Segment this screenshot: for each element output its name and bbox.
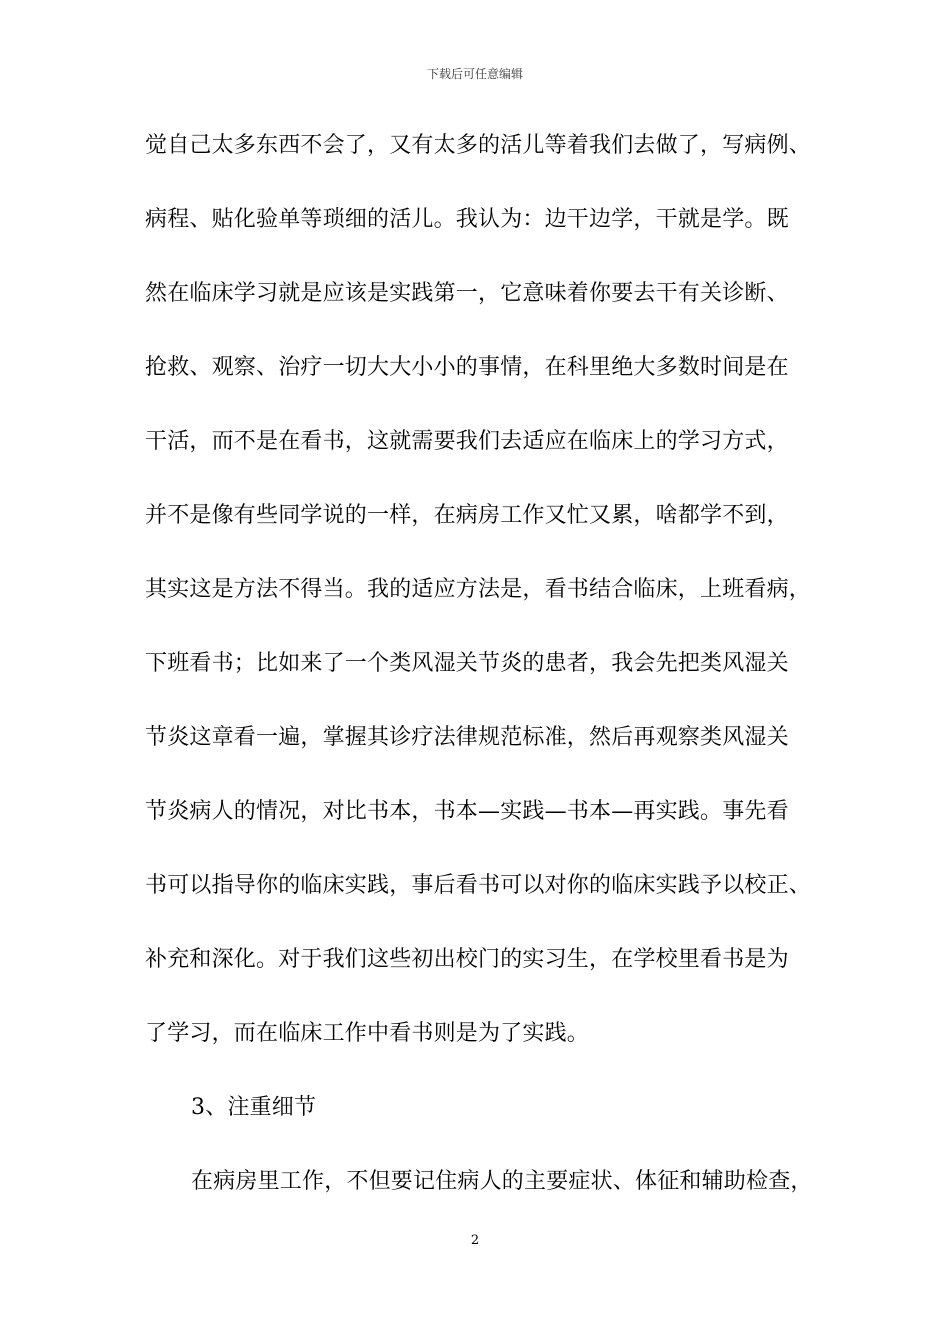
paragraph-line: 节炎病人的情况，对比书本，书本—实践—书本—再实践。事先看	[145, 799, 789, 824]
paragraph-line: 其实这是方法不得当。我的适应方法是，看书结合临床，上班看病，	[145, 577, 812, 602]
paragraph-line: 病程、贴化验单等琐细的活儿。我认为：边干边学，干就是学。既	[145, 207, 789, 232]
paragraph-line: 节炎这章看一遍，掌握其诊疗法律规范标准，然后再观察类风湿关	[145, 725, 789, 750]
paragraph-line: 书可以指导你的临床实践，事后看书可以对你的临床实践予以校正、	[145, 873, 812, 898]
paragraph-line: 并不是像有些同学说的一样，在病房工作又忙又累，啥都学不到，	[145, 503, 789, 528]
document-body	[145, 130, 845, 1240]
section-heading: 3、注重细节	[191, 1095, 317, 1120]
paragraph-line: 觉自己太多东西不会了，又有太多的活儿等着我们去做了，写病例、	[145, 133, 812, 158]
paragraph-line: 然在临床学习就是应该是实践第一，它意味着你要去干有关诊断、	[145, 281, 789, 306]
paragraph-line: 补充和深化。对于我们这些初出校门的实习生，在学校里看书是为	[145, 947, 789, 972]
page-header: 下载后可任意编辑	[426, 67, 523, 81]
page-number: 2	[470, 1233, 480, 1248]
paragraph-line: 干活，而不是在看书，这就需要我们去适应在临床上的学习方式，	[145, 429, 789, 454]
paragraph-line: 下班看书；比如来了一个类风湿关节炎的患者，我会先把类风湿关	[145, 651, 789, 676]
paragraph-line: 在病房里工作，不但要记住病人的主要症状、体征和辅助检查，	[191, 1169, 813, 1194]
paragraph-line: 了学习，而在临床工作中看书则是为了实践。	[145, 1021, 590, 1046]
paragraph-line: 抢救、观察、治疗一切大大小小的事情，在科里绝大多数时间是在	[145, 355, 789, 380]
